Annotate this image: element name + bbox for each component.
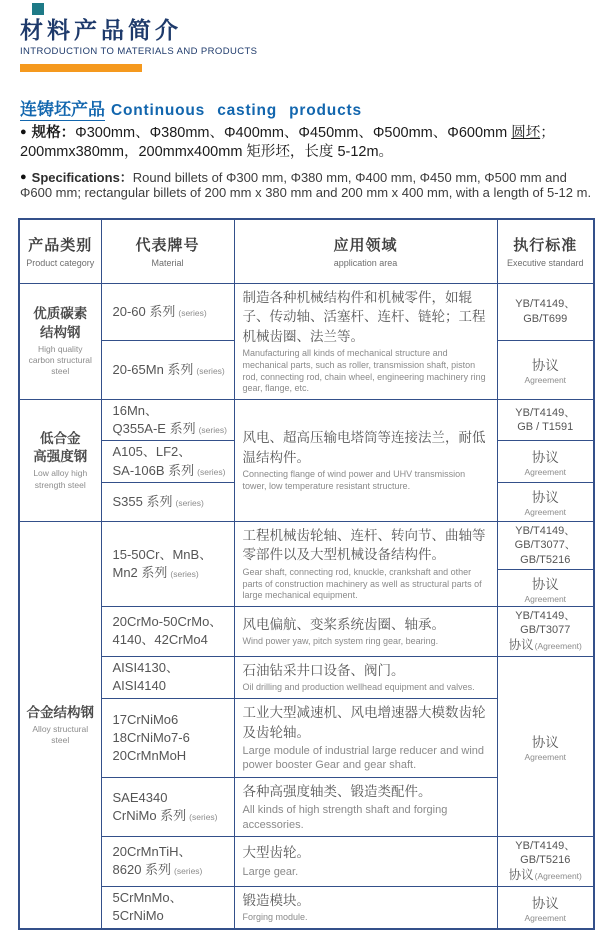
products-table <box>18 218 595 930</box>
standard-cell: 协议 Agreement <box>497 340 594 399</box>
material-cell: 20-60 系列 (series) <box>101 283 234 340</box>
standard-cell: 协议 Agreement <box>497 482 594 521</box>
material-cell: 16Mn、 Q355A-E 系列 (series) <box>101 399 234 440</box>
table-row <box>19 521 594 570</box>
category-cell: 低合金 高强度钢 Low alloy high strength steel <box>19 399 101 521</box>
standard-cell: YB/T4149、 GB/T3077 协议(Agreement) <box>497 606 594 656</box>
application-cell: 工程机械齿轮轴、连杆、转向节、曲轴等零部件以及大型机械设备结构件。 Gear shaft, connecting rod, knuckle, crankshaft and other parts of construction machinery as well as structural parts of large mechanical equipment. <box>234 521 497 606</box>
standard-cell: YB/T4149、 GB/T3077、 GB/T5216 <box>497 521 594 570</box>
standard-cell: 协议 Agreement <box>497 656 594 836</box>
spec-block <box>20 124 592 201</box>
section-title <box>20 95 362 120</box>
table-row <box>19 886 594 929</box>
products-table-wrap <box>18 218 595 930</box>
material-cell: AISI4130、AISI4140 <box>101 656 234 698</box>
col-header-product-category: 产品类别 Product category <box>19 219 101 283</box>
page-title: 材料产品简介 <box>20 17 182 43</box>
table-row <box>19 399 594 440</box>
teal-corner-mark <box>32 3 44 15</box>
col-header-application-area: 应用领域 application area <box>234 219 497 283</box>
table-row <box>19 606 594 656</box>
standard-cell: YB/T4149、 GB/T5216 协议(Agreement) <box>497 836 594 886</box>
material-cell: 5CrMnMo、5CrNiMo <box>101 886 234 929</box>
material-cell: 17CrNiMo6 18CrNiMo7-6 20CrMnMoH <box>101 698 234 777</box>
table-header-row <box>19 219 594 283</box>
application-cell: 锻造模块。 Forging module. <box>234 886 497 929</box>
spec-en-label: Specifications： <box>31 169 133 185</box>
bullet-icon: ● <box>20 126 27 138</box>
spec-en-text: Round billets of Φ300 mm, Φ380 mm, Φ400 mm, Φ450 mm, Φ500 mm and Φ600 mm; rectangular billets of 200 mm x 380 mm and 200 mm x 400 mm, with a length of 5-12 m. <box>20 169 592 201</box>
category-cell: 优质碳素 结构钢 High quality carbon structural steel <box>19 283 101 399</box>
spec-cn-label: 规格： <box>31 125 76 141</box>
application-cell: 大型齿轮。 Large gear. <box>234 836 497 886</box>
standard-cell: YB/T4149、 GB / T1591 <box>497 399 594 440</box>
col-header-material: 代表牌号 Material <box>101 219 234 283</box>
material-cell: 20CrMnTiH、 8620 系列 (series) <box>101 836 234 886</box>
spec-cn <box>20 124 592 163</box>
material-cell: A105、LF2、 SA-106B 系列 (series) <box>101 441 234 482</box>
material-cell: 15-50Cr、MnB、 Mn2 系列 (series) <box>101 521 234 606</box>
col-header-executive-standard: 执行标准 Executive standard <box>497 219 594 283</box>
orange-accent-bar <box>20 64 142 72</box>
category-cell: 合金结构钢 Alloy structural steel <box>19 521 101 929</box>
table-row <box>19 656 594 698</box>
material-cell: S355 系列 (series) <box>101 482 234 521</box>
standard-cell: 协议 Agreement <box>497 441 594 482</box>
application-cell: 风电偏航、变桨系统齿圈、轴承。 Wind power yaw, pitch system ring gear, bearing. <box>234 606 497 656</box>
spec-cn-round-billet: 圆坯 <box>511 125 541 141</box>
application-cell: 风电、超高压输电塔筒等连接法兰，耐低温结构件。 Connecting flange of wind power and UHV transmission tower, low temperature resistant structure. <box>234 399 497 521</box>
material-cell: SAE4340 CrNiMo 系列 (series) <box>101 777 234 836</box>
spec-en <box>20 170 592 202</box>
material-cell: 20CrMo-50CrMo、 4140、42CrMo4 <box>101 606 234 656</box>
table-row <box>19 283 594 340</box>
section-title-zh: 连铸坯产品 <box>20 100 105 119</box>
application-cell: 各种高强度轴类、锻造类配件。 All kinds of high strength shaft and forging accessories. <box>234 777 497 836</box>
application-cell: 石油钻采井口设备、阀门。 Oil drilling and production wellhead equipment and valves. <box>234 656 497 698</box>
application-cell: 工业大型减速机、风电增速器大模数齿轮及齿轮轴。 Large module of industrial large reducer and wind power booster Gear and gear shaft. <box>234 698 497 777</box>
application-cell: 制造各种机械结构件和机械零件，如辊子、传动轴、活塞杆、连杆、链轮；工程机械齿圈、法兰等。 Manufacturing all kinds of mechanical structure and mechanical parts, such as roller, transmission shaft, piston rod, connecting rod, chain wheel, engineering machinery ring gear, flange, etc. <box>234 283 497 399</box>
page-subtitle: INTRODUCTION TO MATERIALS AND PRODUCTS <box>20 46 258 58</box>
standard-cell: YB/T4149、 GB/T699 <box>497 283 594 340</box>
spec-cn-text: Φ300mm、Φ380mm、Φ400mm、Φ450mm、Φ500mm、Φ600mm <box>75 125 512 141</box>
spec-cn-text2: ；200mmx380mm，200mmx400mm 矩形坯，长度 5-12m。 <box>20 125 555 161</box>
standard-cell: 协议 Agreement <box>497 886 594 929</box>
page-header <box>20 18 257 72</box>
bullet-icon: ● <box>20 170 27 183</box>
standard-cell: 协议 Agreement <box>497 570 594 607</box>
table-row <box>19 836 594 886</box>
section-title-en: Continuous casting products <box>111 102 362 119</box>
material-cell: 20-65Mn 系列 (series) <box>101 340 234 399</box>
